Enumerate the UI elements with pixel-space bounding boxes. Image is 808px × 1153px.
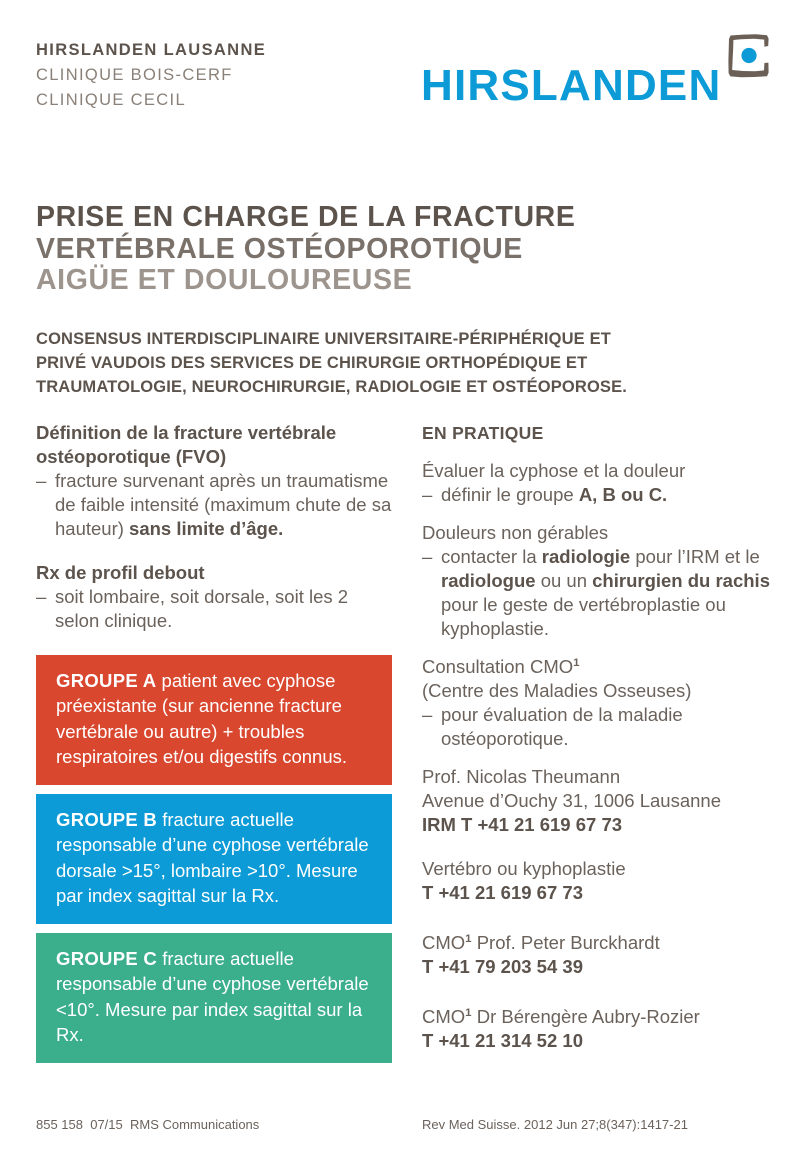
contact-aubry-rozier-person: Dr Bérengère Aubry-Rozier (471, 1005, 700, 1027)
contact-vertebro (422, 857, 772, 905)
contact-burckhardt-cmo: CMO (422, 931, 466, 953)
contact-burckhardt (422, 931, 772, 979)
page-title (36, 202, 772, 297)
page-subtitle-line-1: CONSENSUS INTERDISCIPLINAIRE UNIVERSITAIRE-PÉRIPHÉRIQUE ET (36, 329, 611, 348)
consultation-footnote-marker: 1 (573, 656, 580, 669)
rx-bullet-text: soit lombaire, soit dorsale, soit les 2 selon clinique. (55, 585, 349, 631)
footer-print-code: 855 158 07/15 RMS Communications (36, 1117, 260, 1132)
clinic-name-primary: HIRSLANDEN LAUSANNE (36, 41, 267, 59)
page-subtitle (36, 327, 772, 399)
pain-seg-5: ou un (535, 569, 593, 591)
evaluate-bullet (422, 483, 772, 507)
contact-burckhardt-phone: T +41 79 203 54 39 (422, 955, 583, 977)
evaluate-bullet-text (441, 483, 772, 507)
page-subtitle-line-2: PRIVÉ VAUDOIS DES SERVICES DE CHIRURGIE ORTHOPÉDIQUE ET (36, 353, 588, 372)
pain-bullet (422, 545, 772, 641)
spacer (422, 837, 772, 857)
evaluate-heading: Évaluer la cyphose et la douleur (422, 459, 686, 481)
clinic-name-cecil: CLINIQUE CECIL (36, 91, 187, 109)
pain-seg-chirurgien: chirurgien du rachis (592, 569, 770, 591)
page-title-line-2: VERTÉBRALE OSTÉOPOROTIQUE (36, 232, 523, 265)
group-box-a (36, 655, 392, 785)
contact-vertebro-phone: T +41 21 619 67 73 (422, 881, 583, 903)
definition-heading (36, 421, 392, 469)
bullet-dash-icon: – (422, 483, 433, 505)
definition-bullet-normal: fracture survenant après un traumatisme de faible intensité (maximum chute de sa hauteur) (55, 469, 392, 539)
pain-seg-1: contacter la (441, 545, 542, 567)
group-b-label: GROUPE B (56, 808, 158, 830)
contact-aubry-rozier-phone: T +41 21 314 52 10 (422, 1029, 583, 1051)
group-c-label: GROUPE C (56, 947, 158, 969)
right-column (422, 421, 772, 1072)
clinic-name-bois-cerf: CLINIQUE BOIS-CERF (36, 66, 233, 84)
consultation-bullet-text: pour évaluation de la maladie ostéoporotique. (441, 703, 683, 749)
group-b-text: fracture actuelle responsable d’une cyphose vertébrale dorsale >15°, lombaire >10°. Mesure par index sagittal sur la Rx. (56, 808, 369, 906)
page-subtitle-line-3: TRAUMATOLOGIE, NEUROCHIRURGIE, RADIOLOGIE ET OSTÉOPOROSE. (36, 377, 627, 396)
contact-vertebro-label: Vertébro ou kyphoplastie (422, 857, 626, 879)
bullet-dash-icon: – (36, 585, 47, 607)
group-a-label: GROUPE A (56, 669, 157, 691)
evaluate-bullet-normal: définir le groupe (441, 483, 579, 505)
contact-theumann-phone: IRM T +41 21 619 67 73 (422, 813, 623, 835)
brand-wordmark: HIRSLANDEN (421, 61, 722, 110)
consultation-bullet (422, 703, 772, 751)
spacer (422, 751, 772, 765)
spacer (422, 905, 772, 931)
left-column (36, 421, 392, 1072)
group-boxes (36, 655, 392, 1063)
contact-burckhardt-footnote-marker: 1 (465, 932, 472, 945)
spacer (36, 541, 392, 561)
consultation-heading-line-1 (422, 655, 772, 679)
bullet-dash-icon: – (422, 545, 433, 567)
footer-citation: Rev Med Suisse. 2012 Jun 27;8(347):1417-21 (422, 1117, 688, 1132)
contact-aubry-rozier-name (422, 1005, 772, 1029)
consultation-heading-line-2: (Centre des Maladies Osseuses) (422, 679, 692, 701)
definition-heading-line-2: ostéoporotique (FVO) (36, 445, 227, 467)
pain-bullet-text (441, 545, 772, 641)
page-title-line-3: AIGÜE ET DOULOUREUSE (36, 264, 413, 296)
pain-seg-3: pour l’IRM et le (630, 545, 760, 567)
pain-seg-radiologue: radiologue (441, 569, 536, 591)
contact-theumann (422, 765, 772, 837)
clinic-names (36, 38, 266, 113)
consultation-cmo-text: Consultation CMO (422, 655, 574, 677)
definition-bullet-text (55, 469, 392, 541)
contact-theumann-address: Avenue d’Ouchy 31, 1006 Lausanne (422, 789, 721, 811)
spacer (422, 979, 772, 1005)
rx-heading: Rx de profil debout (36, 561, 205, 583)
contact-burckhardt-name (422, 931, 772, 955)
group-a-text: patient avec cyphose préexistante (sur ancienne fracture vertébrale ou autre) + troubles respiratoires et/ou digestifs connus. (56, 669, 348, 767)
column-gap (392, 421, 422, 1072)
contact-theumann-name: Prof. Nicolas Theumann (422, 765, 621, 787)
pain-heading: Douleurs non gérables (422, 521, 609, 543)
definition-bullet (36, 469, 392, 541)
group-box-b (36, 794, 392, 924)
page-header (36, 0, 772, 130)
rx-bullet (36, 585, 392, 633)
group-c-text: fracture actuelle responsable d’une cyphose vertébrale <10°. Mesure par index sagittal sur la Rx. (56, 947, 369, 1045)
pain-seg-radiologie: radiologie (541, 545, 631, 567)
spacer (422, 641, 772, 655)
pain-seg-7: pour le geste de vertébroplastie ou kyphoplastie. (441, 593, 726, 639)
contact-aubry-rozier-cmo: CMO (422, 1005, 466, 1027)
group-box-c (36, 933, 392, 1063)
content-columns (36, 421, 772, 1072)
spacer (422, 507, 772, 521)
square-frame-with-dot-logo-icon (723, 30, 775, 82)
definition-heading-line-1: Définition de la fracture vertébrale (36, 421, 337, 443)
contact-aubry-rozier (422, 1005, 772, 1053)
bullet-dash-icon: – (422, 703, 433, 725)
bullet-dash-icon: – (36, 469, 47, 491)
spacer (422, 445, 772, 459)
contact-aubry-rozier-footnote-marker: 1 (465, 1006, 472, 1019)
page-title-line-1: PRISE EN CHARGE DE LA FRACTURE (36, 201, 576, 233)
contact-burckhardt-person: Prof. Peter Burckhardt (471, 931, 660, 953)
page-footer (36, 1116, 772, 1134)
definition-bullet-bold: sans limite d’âge. (129, 517, 284, 539)
evaluate-bullet-bold: A, B ou C. (578, 483, 668, 505)
en-pratique-heading: EN PRATIQUE (422, 422, 544, 443)
